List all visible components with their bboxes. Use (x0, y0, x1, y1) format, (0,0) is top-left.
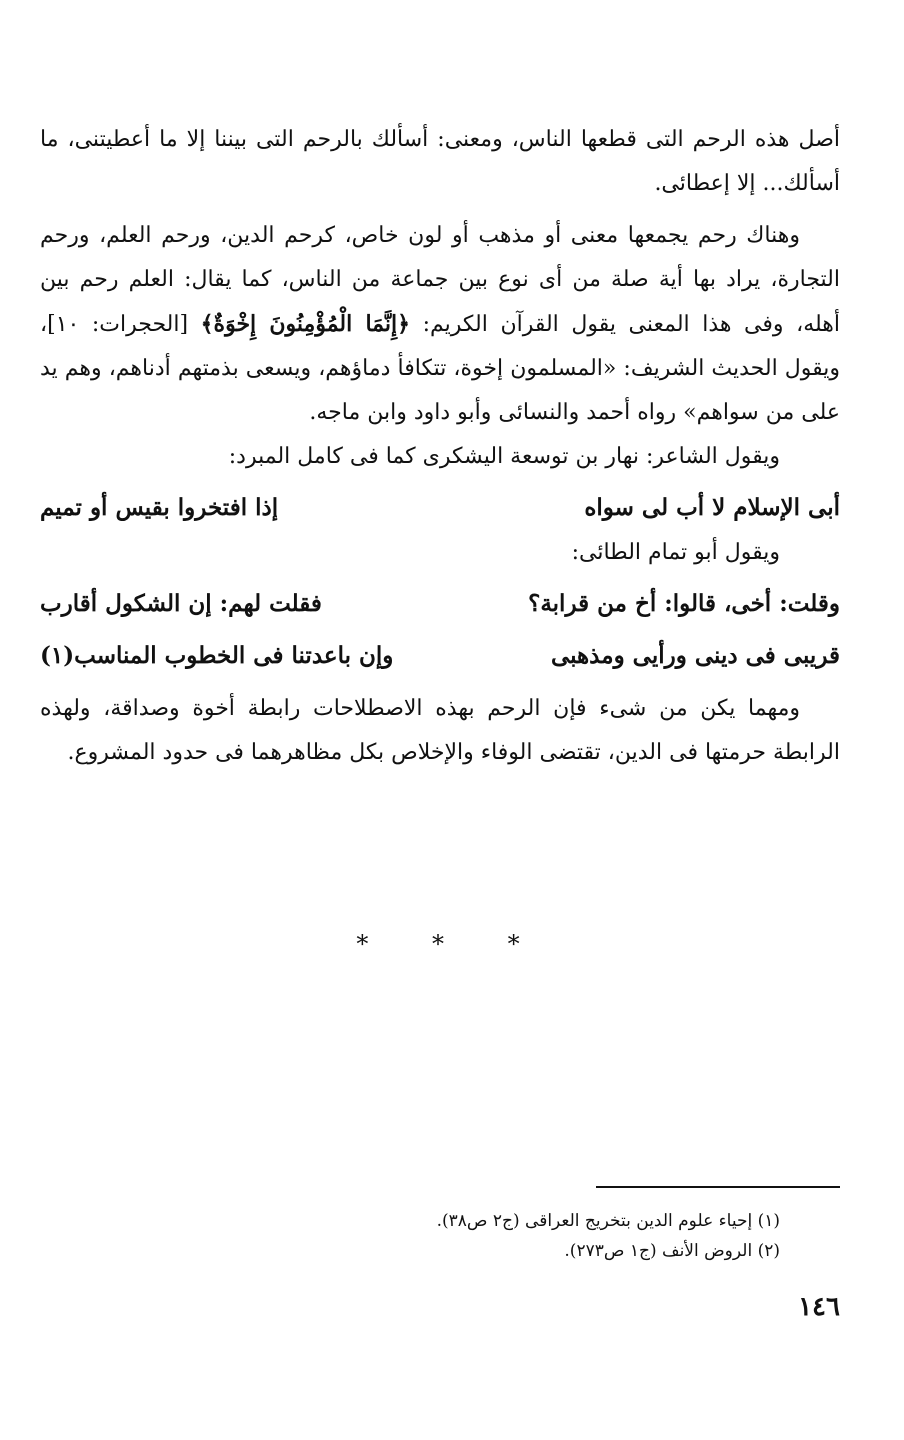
hemistich-right: أبى الإسلام لا أب لى سواه (584, 494, 840, 521)
poem-verse-2 (40, 581, 840, 627)
footnote-divider (596, 1186, 840, 1188)
poem-verse-1 (40, 485, 840, 531)
main-text (40, 118, 840, 775)
poet-intro-2: ويقول أبو تمام الطائى: (571, 540, 780, 565)
hemistich-left: فقلت لهم: إن الشكول أقارب (40, 590, 322, 617)
footnote-1: (١) إحياء علوم الدين بتخريج العراقى (ج٢ ص٣٨). (436, 1211, 780, 1231)
poet-intro-1: ويقول الشاعر: نهار بن توسعة اليشكرى كما فى كامل المبرد: (228, 444, 780, 469)
footnote-2: (٢) الروض الأنف (ج١ ص٢٧٣). (564, 1241, 780, 1261)
quran-verse: ﴿إِنَّمَا الْمُؤْمِنُونَ إِخْوَةٌ﴾ (200, 311, 411, 337)
hemistich-left: إذا افتخروا بقيس أو تميم (40, 494, 279, 521)
poem-verse-3 (40, 633, 840, 679)
hemistich-right: قريبى فى دينى ورأيى ومذهبى (550, 642, 840, 669)
paragraph-2 (40, 214, 840, 435)
hemistich-right: وقلت: أخى، قالوا: أخ من قرابة؟ (528, 590, 840, 617)
section-separator: * * * (356, 930, 548, 958)
paragraph-closing: ومهما يكن من شىء فإن الرحم بهذه الاصطلاحات رابطة أخوة وصداقة، ولهذه الرابطة حرمتها فى الدين، تقتضى الوفاء والإخلاص بكل مظاهرهما فى حدود المشروع. (40, 696, 840, 765)
page-number: ١٤٦ (798, 1292, 840, 1322)
hemistich-left: وإن باعدتنا فى الخطوب المناسب(١) (40, 642, 394, 669)
paragraph-2-continuation: [الحجرات: ١٠]، ويقول الحديث الشريف: «المسلمون إخوة، تتكافأ دماؤهم، ويسعى بذمتهم أدناهم، وهم يد على من سواهم» رواه أحمد والنسائى وأبو داود وابن ماجه. (40, 312, 840, 425)
paragraph-1: أصل هذه الرحم التى قطعها الناس، ومعنى: أسألك بالرحم التى بيننا إلا ما أعطيتنى، ما أسألك... إلا إعطائى. (40, 127, 840, 196)
footnotes (200, 1206, 780, 1266)
paragraph-2-text: وهناك رحم يجمعها معنى أو مذهب أو لون خاص، كرحم الدين، ورحم العلم، ورحم التجارة، يراد بها أية صلة من أى نوع بين جماعة من الناس، كما يقال: العلم رحم بين أهله، وفى هذا المعنى يقول القرآن الكريم: (40, 223, 840, 337)
